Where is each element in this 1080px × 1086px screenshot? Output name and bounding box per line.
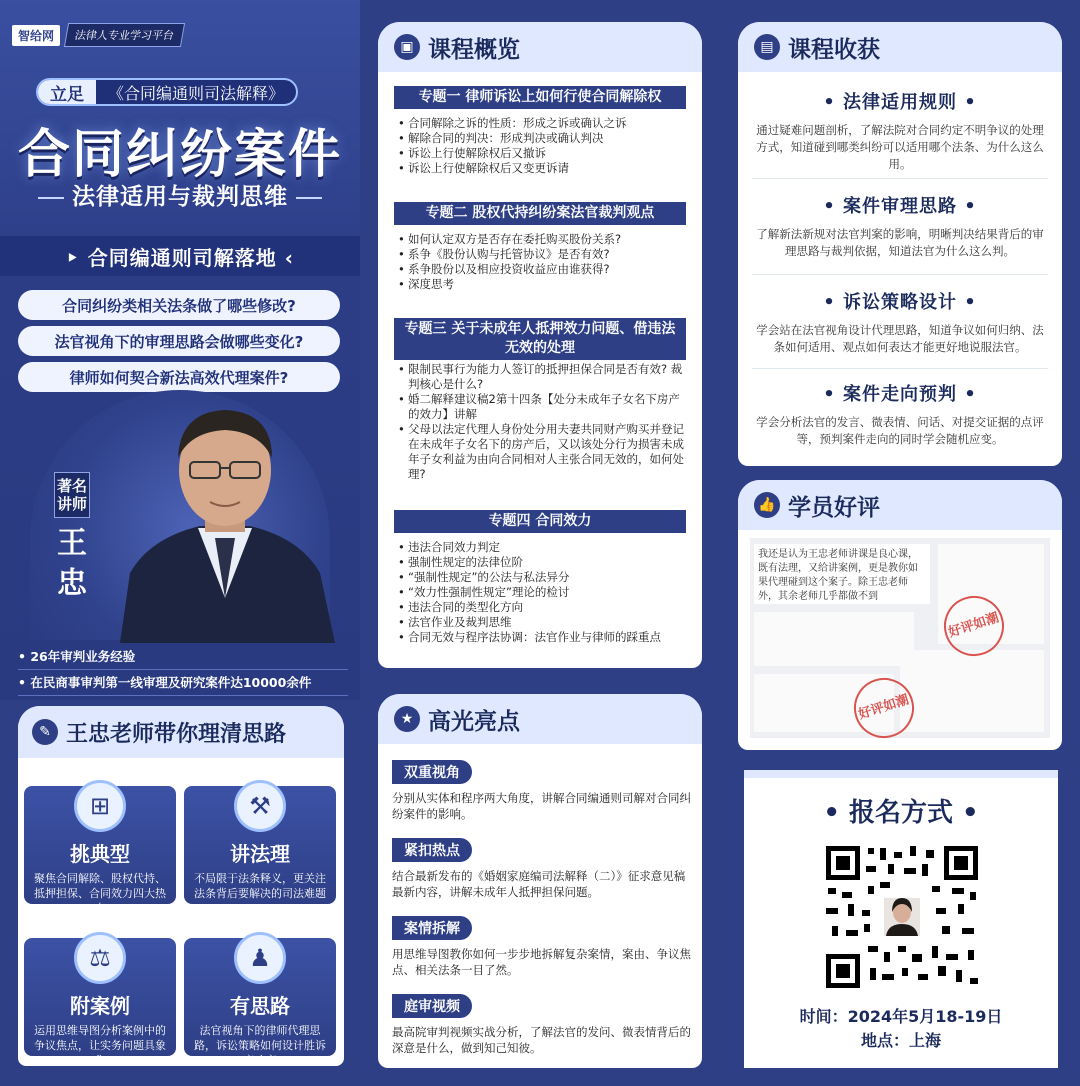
gain-item: [738, 380, 1062, 448]
gain-desc: 了解新法新规对法官判案的影响，明晰判决结果背后的审理思路与裁判依据，知道法官为什么这么判。: [756, 227, 1044, 258]
reviews-title: 学员好评: [788, 494, 880, 521]
register-panel: [744, 770, 1058, 1068]
register-title: • 报名方式 •: [823, 798, 979, 828]
think-title: 王忠老师带你理清思路: [66, 721, 287, 747]
reviews-panel: [738, 480, 1062, 750]
topic-2-title: 专题二 股权代持纠纷案法官裁判观点: [394, 202, 686, 225]
highlight-item: [392, 760, 692, 822]
qr-code[interactable]: [822, 842, 982, 992]
gain-title: • 案件审理思路 •: [823, 196, 977, 217]
card-title: 讲法理: [230, 842, 290, 866]
feature-card: [184, 938, 336, 1066]
gains-panel: [738, 22, 1062, 466]
speaker-bullet: • 26年审判业务经验: [18, 644, 348, 670]
list-item: • 解除合同的判决：形成判决或确认判决: [398, 131, 688, 146]
list-item: • 限制民事行为能力人签订的抵押担保合同是否有效? 裁判核心是什么?: [398, 362, 688, 392]
gain-item: [738, 288, 1062, 356]
gain-desc: 学会分析法官的发言、微表情、问话、对提交证据的点评等，预判案件走向的同时学会随机应变。: [756, 415, 1044, 446]
highlight-desc: 用思维导图教你如何一步步地拆解复杂案情，案由、争议焦点、相关法条一目了然。: [392, 947, 691, 977]
scales-icon: ⚖: [74, 932, 126, 984]
topic-1-title: 专题一 律师诉讼上如何行使合同解除权: [394, 86, 686, 109]
review-text: 我还是认为王忠老师讲课是良心课，既有法理，又给讲案例，更是教你如果代理碰到这个案子。除王忠老师外，其余老师几乎都做不到: [758, 549, 918, 602]
gain-item: [738, 88, 1062, 173]
list-item: • 违法合同效力判定: [398, 540, 688, 555]
speaker-bullet: • 在民商事审判第一线审理及研究案件达10000余件: [18, 670, 348, 696]
highlight-title: 案情拆解: [392, 916, 472, 940]
thumbs-up-icon: 👍: [754, 492, 780, 518]
list-item: • 诉讼上行使解除权后又撤诉: [398, 146, 688, 161]
highlight-title: 紧扣热点: [392, 838, 472, 862]
feature-card: [24, 938, 176, 1066]
event-place: 地点：上海: [860, 1031, 941, 1050]
list-item: • 合同解除之诉的性质：形成之诉或确认之诉: [398, 116, 688, 131]
speaker-title: 著名讲师: [54, 472, 90, 518]
list-item: • 如何认定双方是否存在委托购买股份关系?: [398, 232, 688, 247]
topic-3-title: 专题三 关于未成年人抵押效力问题、借违法无效的处理: [394, 318, 686, 360]
hero-title: 合同纠纷案件: [17, 125, 342, 185]
list-item: • 法官作业及裁判思维: [398, 615, 688, 630]
lawyer-icon: ♟: [234, 932, 286, 984]
think-panel: [18, 706, 344, 1066]
overview-panel: [378, 22, 702, 668]
gain-desc: 通过疑难问题剖析，了解法院对合同约定不明争议的处理方式，知道碰到哪类纠纷可以适用哪个法条、为什么这么用。: [756, 123, 1044, 171]
hero-pill-a: 立足: [38, 80, 96, 104]
hero-banner: ‣ 合同编通则司解落地 ‹: [0, 236, 360, 276]
document-icon: ✎: [32, 719, 58, 745]
gavel-icon: ⚒: [234, 780, 286, 832]
book-icon: ▣: [394, 34, 420, 60]
list-item: • 强制性规定的法律位阶: [398, 555, 688, 570]
highlight-item: [392, 838, 692, 900]
card-desc: 聚焦合同解除、股权代持、抵押担保、合同效力四大热点: [34, 872, 166, 915]
card-title: 挑典型: [70, 842, 130, 866]
card-desc: 运用思维导图分析案例中的争议焦点，让实务问题具象化: [34, 1024, 166, 1066]
gains-header: [738, 22, 1062, 72]
list-item: • 合同无效与程序法协调：法官作业与律师的踩重点: [398, 630, 688, 645]
feature-card: [184, 786, 336, 904]
reviews-header: [738, 480, 1062, 530]
gain-title: • 案件走向预判 •: [823, 384, 977, 405]
overview-header: [378, 22, 702, 72]
topic-3-list: [398, 362, 688, 482]
review-image: [900, 650, 1044, 732]
topic-4-title: 专题四 合同效力: [394, 510, 686, 533]
star-icon: ★: [394, 706, 420, 732]
hero-subtitle: 法律适用与裁判思维: [0, 178, 360, 211]
stamp: 好评如潮: [846, 670, 922, 746]
speaker-photo: [110, 398, 340, 643]
gain-desc: 学会站在法官视角设计代理思路，知道争议如何归纳、法条如何适用、观点如何表达才能更好地说服法官。: [756, 323, 1044, 354]
list-item: • 诉讼上行使解除权后又变更诉请: [398, 161, 688, 176]
gain-title: • 诉讼策略设计 •: [823, 292, 977, 313]
overview-title: 课程概览: [428, 36, 520, 63]
platform-label: 法律人专业学习平台: [64, 23, 185, 47]
divider: [752, 178, 1048, 179]
hero-pill-b: 《合同编通则司法解释》: [108, 83, 285, 103]
hero-pill: [36, 78, 298, 106]
highlight-title: 双重视角: [392, 760, 472, 784]
review-bubble: [754, 544, 930, 604]
list-item: • “效力性强制性规定”理论的检讨: [398, 585, 688, 600]
question-3: 律师如何契合新法高效代理案件?: [18, 362, 340, 392]
review-screenshots: [750, 538, 1050, 738]
speaker-bullets: [18, 644, 348, 696]
brand-logo[interactable]: 智给网: [12, 25, 60, 46]
highlights-title: 高光亮点: [428, 708, 520, 735]
topic-4-list: [398, 540, 688, 645]
highlight-desc: 分别从实体和程序两大角度，讲解合同编通则司解对合同纠纷案件的影响。: [392, 791, 691, 821]
card-desc: 法官视角下的律师代理思路，诉讼策略如何设计胜诉率才高: [194, 1024, 326, 1066]
event-time: 时间：2024年5月18-19日: [799, 1007, 1003, 1026]
open-book-icon: ▤: [754, 34, 780, 60]
card-title: 有思路: [230, 994, 290, 1018]
think-header: [18, 706, 344, 758]
topic-2-list: [398, 232, 688, 292]
speaker-name: 王忠: [57, 526, 87, 601]
list-item: • 违法合同的类型化方向: [398, 600, 688, 615]
list-item: • “强制性规定”的公法与私法异分: [398, 570, 688, 585]
list-item: • 深度思考: [398, 277, 688, 292]
highlights-header: [378, 694, 702, 744]
highlight-item: [392, 916, 692, 978]
speaker-tag: [54, 472, 90, 604]
gains-title: 课程收获: [788, 36, 880, 63]
divider: [752, 274, 1048, 275]
highlight-desc: 最高院审判视频实战分析，了解法官的发问、微表情背后的深意是什么，做到知己知彼。: [392, 1025, 691, 1055]
list-item: • 父母以法定代理人身份处分用夫妻共同财产购买并登记在未成年子女名下的房产后，又以该处分行为损害未成年子女利益为由向合同相对人主张合同无效的，如何处理?: [398, 422, 688, 482]
list-item: • 婚二解释建议稿2第十四条【处分未成年子女名下房产的效力】讲解: [398, 392, 688, 422]
highlights-panel: [378, 694, 702, 1068]
feature-card: [24, 786, 176, 915]
card-title: 附案例: [70, 994, 130, 1018]
question-2: 法官视角下的审理思路会做哪些变化?: [18, 326, 340, 356]
highlight-title: 庭审视频: [392, 994, 472, 1018]
list-item: • 系争股份以及相应投资收益应由谁获得?: [398, 262, 688, 277]
topic-1-list: [398, 116, 688, 176]
highlight-item: [392, 994, 692, 1056]
org-chart-icon: ⊞: [74, 780, 126, 832]
gain-title: • 法律适用规则 •: [823, 92, 977, 113]
hero-section: [0, 0, 360, 700]
card-desc: 不局限于法条释义，更关注法条背后要解决的司法难题: [194, 872, 326, 900]
highlight-desc: 结合最新发布的《婚姻家庭编司法解释（二）》征求意见稿最新内容，讲解未成年人抵押担保问题。: [392, 869, 686, 899]
stamp: 好评如潮: [936, 588, 1012, 664]
list-item: • 系争《股份认购与托管协议》是否有效?: [398, 247, 688, 262]
gain-item: [738, 192, 1062, 260]
divider: [752, 368, 1048, 369]
question-1: 合同纠纷类相关法条做了哪些修改?: [18, 290, 340, 320]
brand-row: [12, 24, 183, 46]
review-image: [754, 612, 914, 666]
